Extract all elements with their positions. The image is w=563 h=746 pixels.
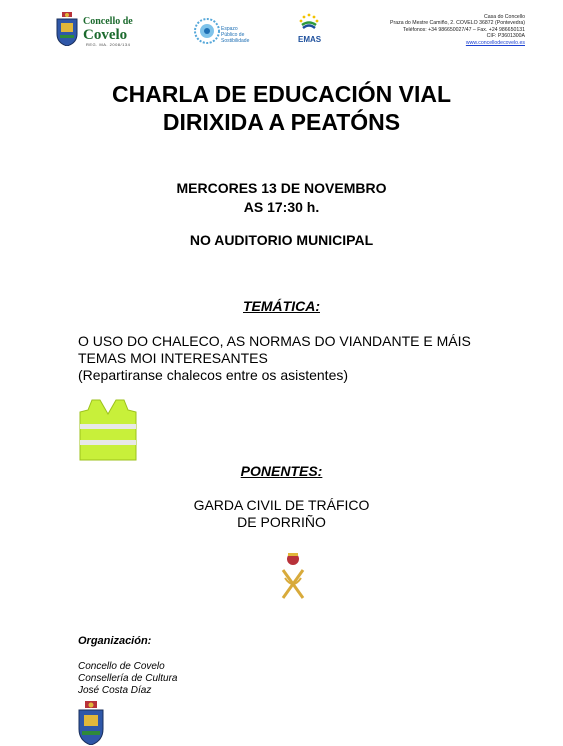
speakers-line1: GARDA CIVIL DE TRÁFICO <box>193 497 370 513</box>
page-title <box>0 80 563 136</box>
guardia-civil-emblem-icon <box>278 552 308 602</box>
theme-description <box>78 333 538 384</box>
organization-item: Consellería de Cultura <box>78 673 178 684</box>
speakers-heading: PONENTES: <box>240 463 323 479</box>
theme-heading: TEMÁTICA: <box>243 298 320 314</box>
emas-logo-icon <box>296 11 322 29</box>
emas-label: EMAS <box>298 35 322 44</box>
safety-vest-icon <box>78 398 138 462</box>
title-line1: CHARLA DE EDUCACIÓN VIAL <box>111 81 452 107</box>
event-datetime <box>0 179 563 217</box>
theme-line2: TEMAS MOI INTERESANTES <box>78 350 268 366</box>
council-logo-line1: Concello de <box>83 16 133 27</box>
organization-label: Organización: <box>78 635 152 647</box>
event-date: MERCORES 13 DE NOVEMBRO <box>176 180 387 196</box>
speakers-text <box>0 497 563 531</box>
logo-text-line3: Sostibilidade <box>221 38 250 44</box>
website-link[interactable]: www.concellodecovelo.es <box>465 39 525 46</box>
contact-line3: Teléfonos: +34 986650027/47 – Fax. +24 986650131 <box>402 26 525 33</box>
theme-line3: (Repartiranse chalecos entre os asistentes) <box>78 367 349 383</box>
contact-line1: Casa do Concello <box>484 14 525 20</box>
council-crest-icon <box>56 12 78 46</box>
sustainability-logo-icon <box>193 17 221 45</box>
logo-text-line2: Público de <box>221 32 245 38</box>
event-venue: NO AUDITORIO MUNICIPAL <box>189 232 374 248</box>
contact-block <box>390 14 525 46</box>
contact-line4: CIF: P3601300A <box>486 33 525 40</box>
contact-line2: Praza do Mestre Camiño, 2. COVELO 36872 (Pontevedra) <box>390 20 525 27</box>
title-line2: DIRIXIDA A PEATÓNS <box>162 109 401 135</box>
speakers-line2: DE PORRIÑO <box>237 514 326 530</box>
council-logo-line2: Covelo <box>83 27 128 43</box>
organization-list <box>78 661 178 697</box>
event-time: AS 17:30 h. <box>243 199 320 215</box>
council-cert-text: REG. MA. 2008/134 <box>86 42 131 47</box>
council-crest-bottom-icon <box>78 701 104 745</box>
sustainability-logo-text <box>221 26 251 44</box>
organization-item: José Costa Díaz <box>78 685 152 696</box>
theme-line1: O USO DO CHALECO, AS NORMAS DO VIANDANTE E MÁIS <box>78 333 471 349</box>
organization-item: Concello de Covelo <box>78 661 165 672</box>
logo-text-line1: Espazo <box>221 26 238 32</box>
